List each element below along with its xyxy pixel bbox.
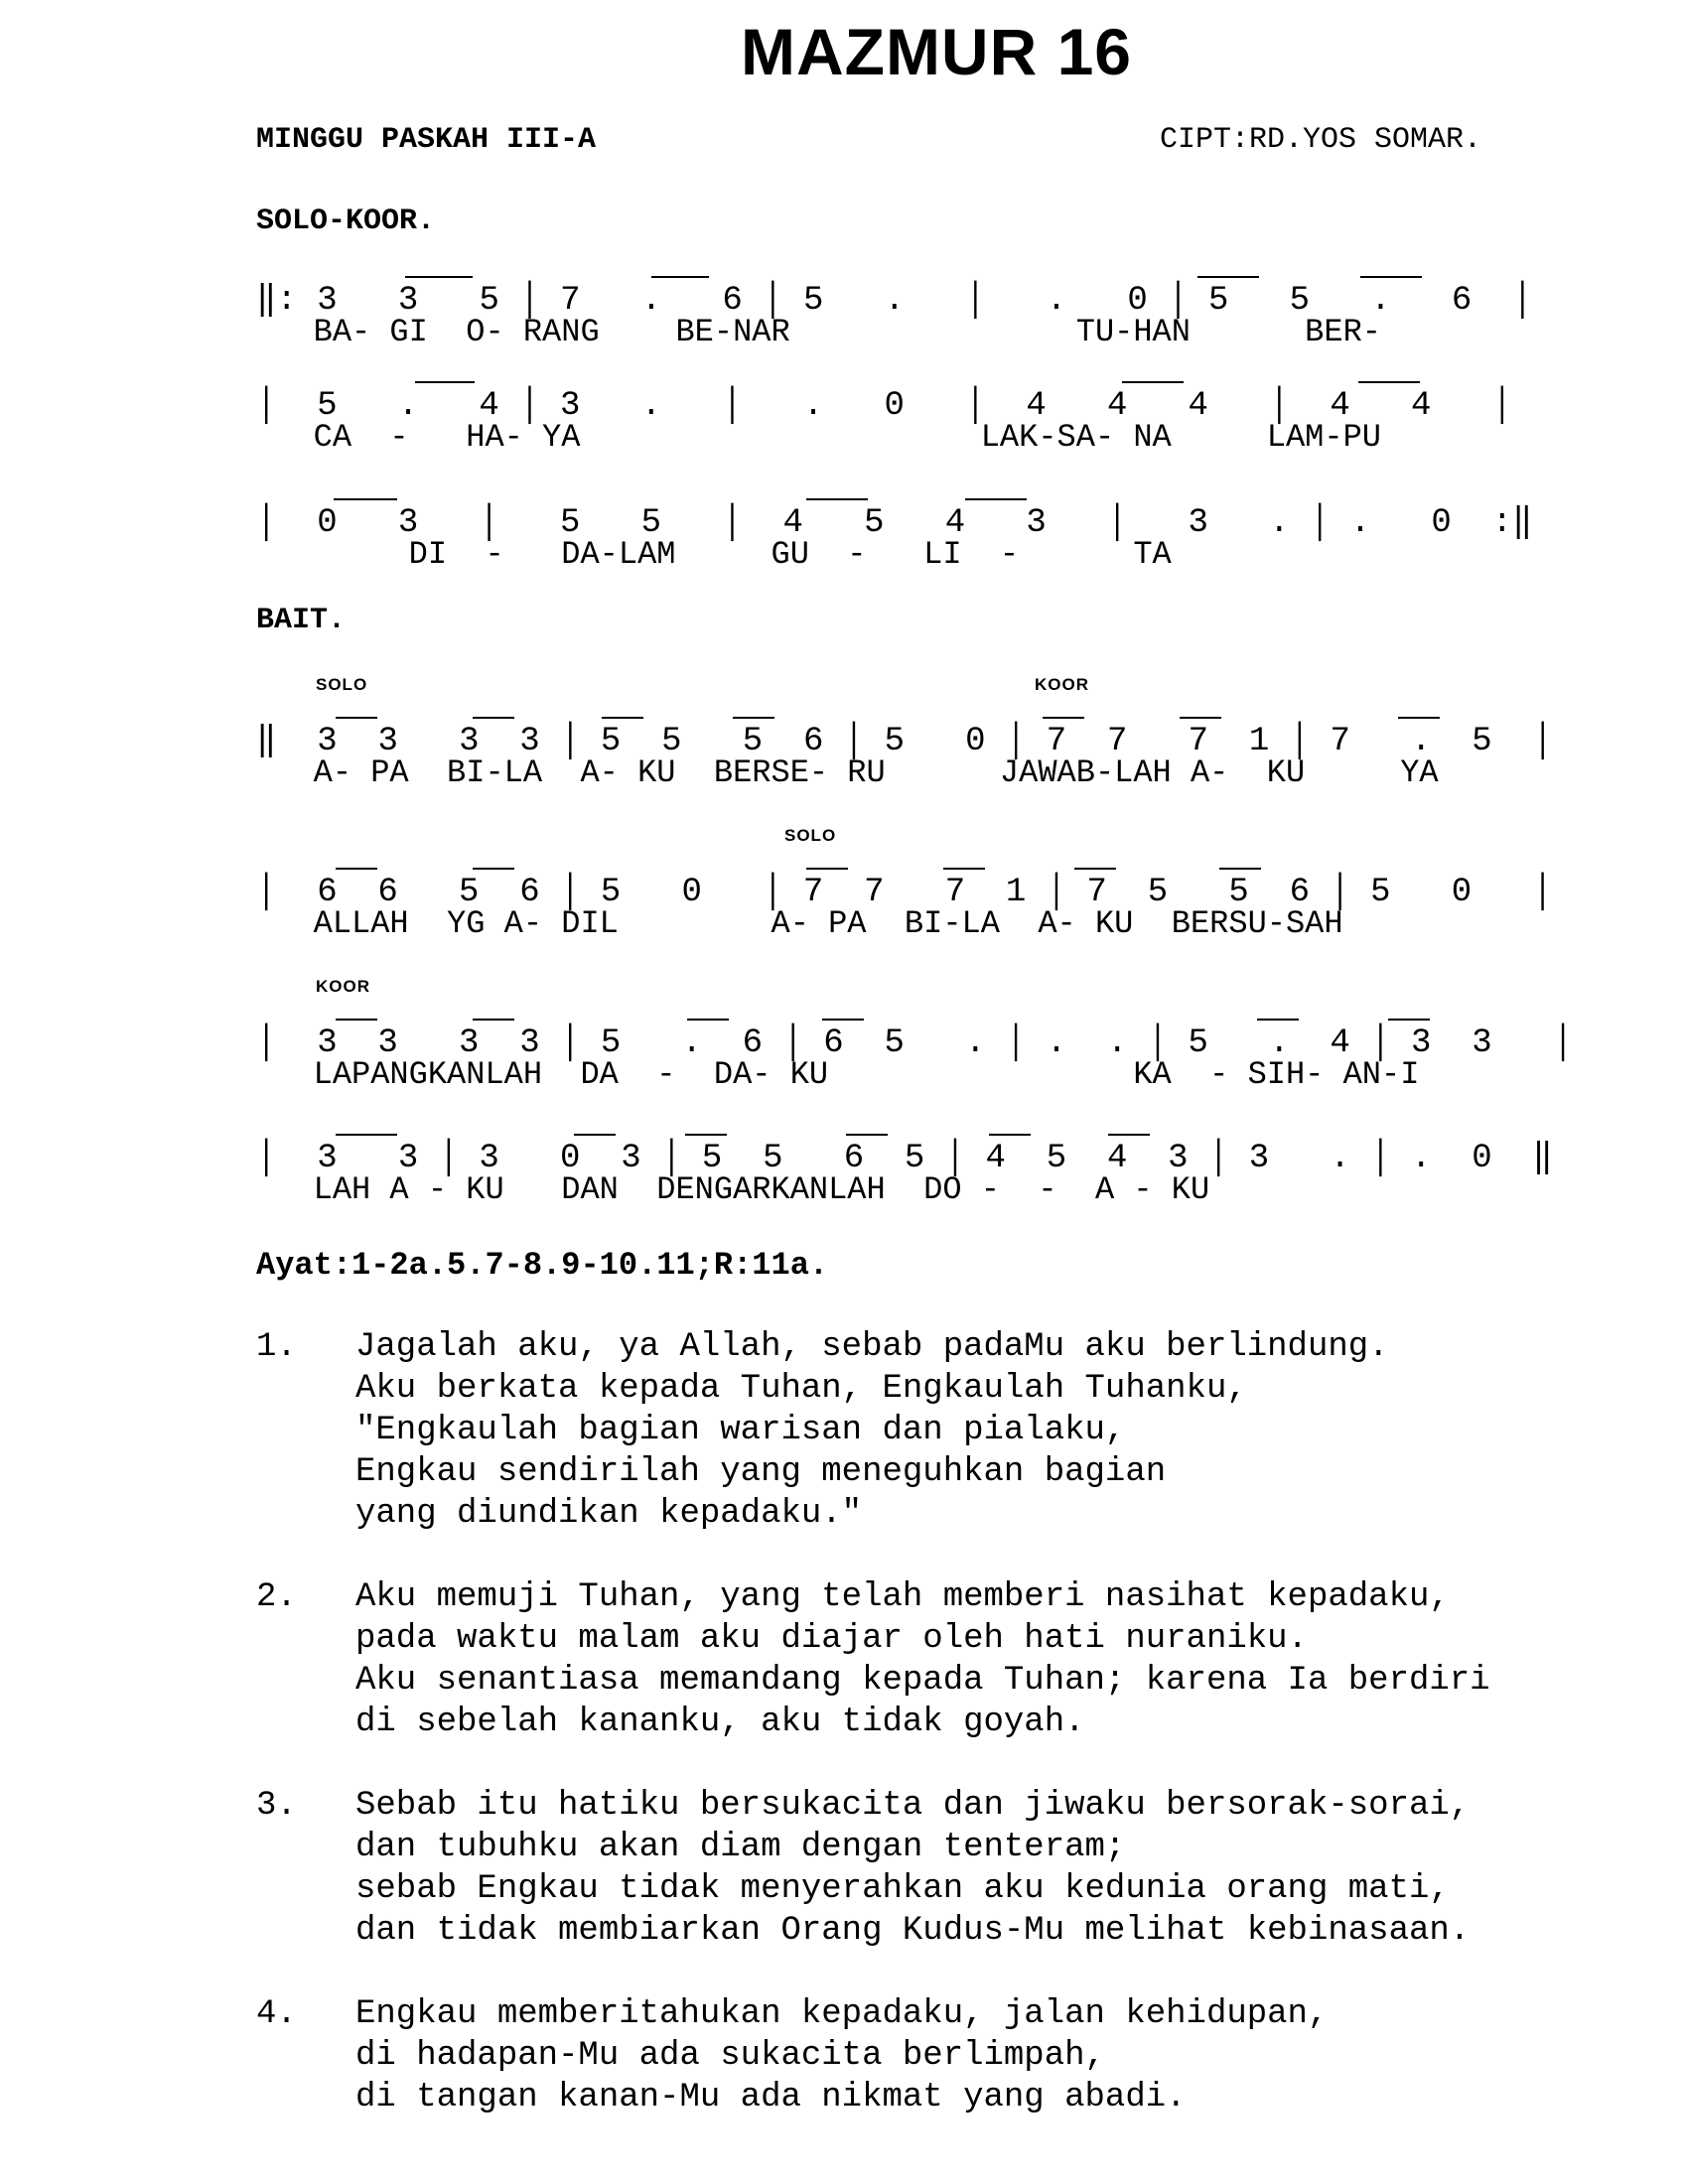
verse-notes-2: │ 6 6 5 6 │ 5 0 │ 7 7 7 1 │ 7 5 5 6 │ 5 0 │ <box>256 874 1553 911</box>
beam-line <box>651 276 709 278</box>
verse-line: Jagalah aku, ya Allah, sebab padaMu aku berlindung. <box>355 1328 1389 1366</box>
verse-line: Aku senantiasa memandang kepada Tuhan; karena Ia berdiri <box>355 1662 1490 1700</box>
beam-line <box>806 868 848 870</box>
beam-line <box>687 1019 729 1021</box>
beam-line <box>943 868 985 870</box>
beam-line <box>574 1134 616 1136</box>
beam-line <box>806 498 868 500</box>
page-title: MAZMUR 16 <box>740 15 1132 88</box>
refrain-lyrics-1: BA- GI O- RANG BE-NAR TU-HAN BER- <box>256 314 1381 350</box>
verse-line: di tangan kanan-Mu ada nikmat yang abadi. <box>355 2079 1187 2116</box>
beam-line <box>473 868 514 870</box>
verse-lyrics-2: ALLAH YG A- DIL A- PA BI-LA A- KU BERSU-SAH <box>256 905 1343 942</box>
refrain-notes-3: │ 0 3 │ 5 5 │ 4 5 4 3 │ 3 . │ . 0 :‖ <box>256 504 1533 542</box>
beam-line <box>1122 381 1184 383</box>
beam-line <box>1360 276 1422 278</box>
verse-line: Aku berkata kepada Tuhan, Engkaulah Tuhanku, <box>355 1370 1247 1408</box>
beam-line <box>1358 381 1420 383</box>
verse-line: dan tubuhku akan diam dengan tenteram; <box>355 1829 1126 1866</box>
refrain-notes-1: ‖: 3 3 5 │ 7 . 6 │ 5 . │ . 0 │ 5 5 . 6 │ <box>256 282 1533 320</box>
verse-lyrics-1: A- PA BI-LA A- KU BERSE- RU JAWAB-LAH A- KU YA <box>256 754 1439 791</box>
refrain-lyrics-3: DI - DA-LAM GU - LI - TA <box>256 536 1172 573</box>
beam-line <box>1257 1019 1299 1021</box>
verse-number: 1. <box>256 1328 297 1366</box>
verse-line: Engkau memberitahukan kepadaku, jalan kehidupan, <box>355 1995 1329 2033</box>
beam-line <box>336 868 377 870</box>
verse-line: Sebab itu hatiku bersukacita dan jiwaku bersorak-sorai, <box>355 1787 1471 1825</box>
verse-number: 2. <box>256 1578 297 1616</box>
verse-line: di hadapan-Mu ada sukacita berlimpah, <box>355 2037 1105 2075</box>
solo-label: SOLO <box>784 826 837 845</box>
koor-label: KOOR <box>1035 675 1089 694</box>
beam-line <box>1388 1019 1430 1021</box>
refrain-lyrics-2: CA - HA- YA LAK-SA- NA LAM-PU <box>256 419 1381 456</box>
verse-line: pada waktu malam aku diajar oleh hati nuraniku. <box>355 1620 1308 1658</box>
beam-line <box>989 1134 1031 1136</box>
beam-line <box>602 717 643 719</box>
beam-line <box>1197 276 1259 278</box>
beam-line <box>336 717 377 719</box>
verse-number: 3. <box>256 1787 297 1825</box>
beam-line <box>336 1134 397 1136</box>
beam-line <box>405 276 473 278</box>
verse-line: "Engkaulah bagian warisan dan pialaku, <box>355 1412 1126 1449</box>
beam-line <box>1180 717 1221 719</box>
solo-label: SOLO <box>316 675 368 694</box>
beam-line <box>685 1134 727 1136</box>
beam-line <box>846 1134 888 1136</box>
beam-line <box>822 1019 864 1021</box>
beam-line <box>1074 868 1116 870</box>
koor-label: KOOR <box>316 977 370 996</box>
refrain-notes-2: │ 5 . 4 │ 3 . │ . 0 │ 4 4 4 │ 4 4 │ <box>256 387 1513 425</box>
beam-line <box>1219 868 1261 870</box>
verse-line: Aku memuji Tuhan, yang telah memberi nasihat kepadaku, <box>355 1578 1450 1616</box>
verse-lyrics-3: LAPANGKANLAH DA - DA- KU KA - SIH- AN-I <box>256 1056 1420 1093</box>
verse-section-label: BAIT. <box>256 604 347 637</box>
verse-line: sebab Engkau tidak menyerahkan aku kedunia orang mati, <box>355 1870 1450 1908</box>
ayat-reference: Ayat:1-2a.5.7-8.9-10.11;R:11a. <box>256 1247 829 1284</box>
composer-label: CIPT:RD.YOS SOMAR. <box>1160 123 1482 157</box>
beam-line <box>473 717 514 719</box>
verse-notes-4: │ 3 3 │ 3 0 3 │ 5 5 6 5 │ 4 5 4 3 │ 3 . │ . 0 ‖ <box>256 1140 1553 1177</box>
beam-line <box>733 717 774 719</box>
verse-line: di sebelah kananku, aku tidak goyah. <box>355 1704 1085 1741</box>
verse-number: 4. <box>256 1995 297 2033</box>
refrain-section-label: SOLO-KOOR. <box>256 205 436 238</box>
beam-line <box>1108 1134 1150 1136</box>
beam-line <box>965 498 1027 500</box>
verse-line: yang diundikan kepadaku." <box>355 1495 863 1533</box>
beam-line <box>336 1019 377 1021</box>
verse-notes-1: ‖ 3 3 3 3 │ 5 5 5 6 │ 5 0 │ 7 7 7 1 │ 7 . 5 │ <box>256 723 1553 760</box>
verse-lyrics-4: LAH A - KU DAN DENGARKANLAH DO - - A - KU <box>256 1171 1210 1208</box>
verse-line: dan tidak membiarkan Orang Kudus-Mu melihat kebinasaan. <box>355 1912 1471 1950</box>
beam-line <box>1043 717 1084 719</box>
beam-line <box>1398 717 1440 719</box>
verse-line: Engkau sendirilah yang meneguhkan bagian <box>355 1453 1167 1491</box>
beam-line <box>415 381 475 383</box>
occasion-label: MINGGU PASKAH III-A <box>256 123 597 157</box>
beam-line <box>334 498 397 500</box>
verse-notes-3: │ 3 3 3 3 │ 5 . 6 │ 6 5 . │ . . │ 5 . 4 │ 3 3 │ <box>256 1024 1574 1062</box>
beam-line <box>473 1019 514 1021</box>
